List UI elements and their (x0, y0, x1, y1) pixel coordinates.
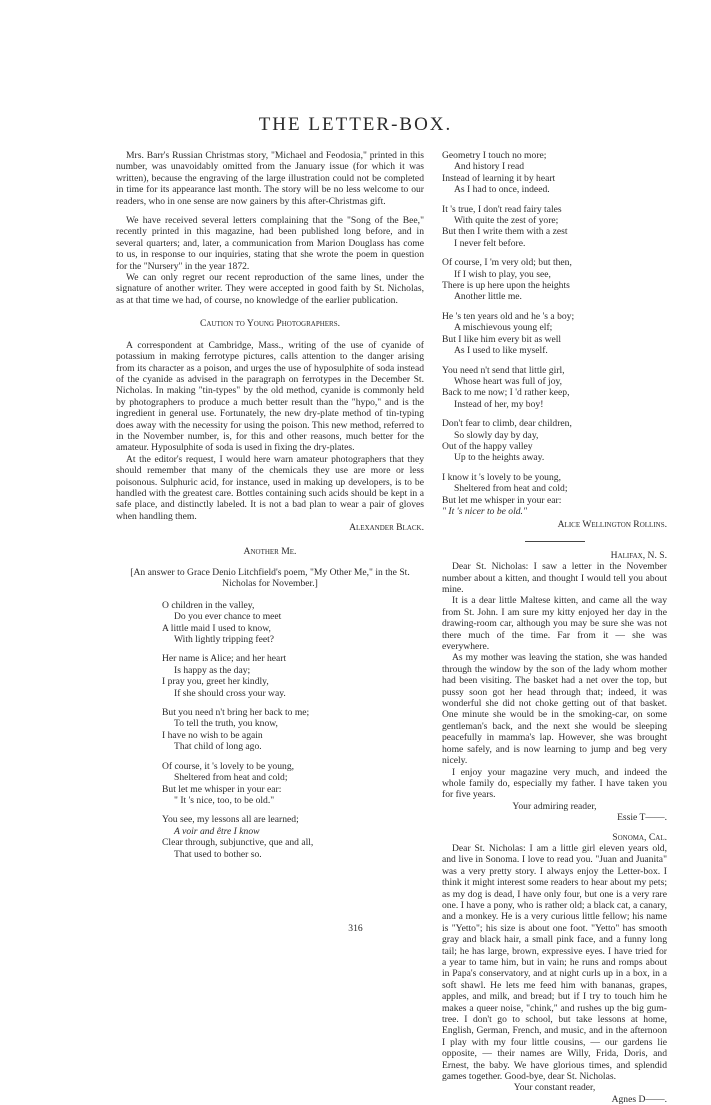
poem-note: [An answer to Grace Denio Litchfield's poem, "My Other Me," in the St. Nicholas for November.] (130, 567, 410, 590)
paragraph-song-of-bee: We have received several letters complaining that the "Song of the Bee," recently printed in this magazine, had been published long before, and in several quarters; and, later, a communication from Marion Douglass has come to us, in response to our inquiries, stating that she wrote the poem in question for the "Nursery" in the year 1872. (116, 215, 424, 272)
poem-line: You need n't send that little girl, (442, 364, 565, 376)
paragraph-cyanide: A correspondent at Cambridge, Mass., writing of the use of cyanide of potassium in making ferrotype pictures, calls attention to the danger arising from its character as a poison, and urges the use of hyposulphite of soda instead of the cyanide as advised in the paragraph on ferrotypes in the December St. Nicholas. In making "tin-types" by the old method, cyanide is commonly held by photographers to produce a much better result than the "hypo," and is the ingredient in general use. Fortunately, the new dry-plate method of tin-typing does away with the necessity for using the poison. This new method, referred to in the November number, is, for this and other reasons, much better for the amateur. Hyposulphite of soda is used in fixing the dry-plates. (116, 339, 424, 454)
poem-line: That used to bother so. (174, 848, 262, 860)
poem-line: Sheltered from heat and cold; (174, 772, 288, 784)
poem-line: Her name is Alice; and her heart (162, 653, 287, 665)
poem-line: Do you ever chance to meet (174, 611, 282, 623)
poem-line: A mischievous young elf; (454, 322, 553, 334)
page-title: THE LETTER-BOX. (258, 114, 453, 135)
letter-halifax-signature: Essie T——. (617, 812, 667, 824)
poem-line: Is happy as the day; (174, 664, 251, 676)
poem-line: A little maid I used to know, (162, 622, 271, 634)
letter-halifax-p4: I enjoy your magazine very much, and indeed the whole family do, especially my father. I have taken you for five years. (442, 766, 667, 801)
poem-line: I know it 's lovely to be young, (442, 471, 561, 483)
poem-another-me-part2 (442, 150, 667, 517)
poem-line: Of course, it 's lovely to be young, (162, 760, 295, 772)
poem-line: But then I write them with a zest (442, 226, 568, 238)
right-column (442, 150, 667, 1105)
stanza (442, 311, 667, 357)
poem-line: And history I read (454, 161, 525, 173)
letter-halifax-p2: It is a dear little Maltese kitten, and came all the way from St. John. I am sure my kitty enjoyed her day in the drawing-room car, although you may be sure she was not there much of the time. Far from it — she was everywhere. (442, 595, 667, 653)
section-heading-caution: Caution to Young Photographers. (199, 318, 341, 330)
letter-halifax-close: Your admiring reader, (512, 800, 597, 812)
poem-line: Sheltered from heat and cold; (454, 483, 568, 495)
signature-alice-rollins: Alice Wellington Rollins. (557, 519, 667, 531)
section-heading-another-me: Another Me. (243, 545, 297, 557)
poem-line: You see, my lessons all are learned; (162, 814, 299, 826)
poem-line: Up to the heights away. (454, 452, 545, 464)
poem-line: But let me whisper in your ear: (162, 783, 282, 795)
stanza (442, 204, 667, 250)
stanza (162, 707, 424, 753)
poem-line: " It 's nice, too, to be old." (174, 794, 275, 806)
page-number: 316 (348, 923, 363, 934)
poem-line: Back to me now; I 'd rather keep, (442, 387, 570, 399)
poem-line: I have no wish to be again (162, 729, 263, 741)
poem-line: Instead of her, my boy! (454, 398, 544, 410)
poem-line: But let me whisper in your ear: (442, 494, 562, 506)
poem-line: Another little me. (454, 291, 522, 303)
poem-line: As I used to like myself. (454, 345, 548, 357)
poem-line: As I had to once, indeed. (454, 184, 550, 196)
stanza (442, 150, 667, 196)
stanza (442, 257, 667, 303)
letter-sonoma-signature: Agnes D——. (611, 1093, 667, 1105)
poem-line: I pray you, greet her kindly, (162, 676, 269, 688)
poem-line: He 's ten years old and he 's a boy; (442, 310, 575, 322)
poem-line: If I wish to play, you see, (454, 268, 551, 280)
poem-line: That child of long ago. (174, 741, 262, 753)
poem-line: There is up here upon the heights (442, 280, 570, 292)
poem-line: Clear through, subjunctive, que and all, (162, 837, 314, 849)
poem-line: With quite the zest of yore; (454, 215, 559, 227)
letter-sonoma-p1: Dear St. Nicholas: I am a little girl eleven years old, and live in Sonoma. I love to read you. "Juan and Juanita" was a very pretty story. I always enjoy the Letter-box. I think it might interest some readers to hear about my pets; as my dog is dead, I have only four, but one is a very rare one. I have a pony, who is rather old; a black cat, a canary, and a monkey. He is a very curious little fellow; his name is "Yetto"; his size is about one foot. "Yetto" has smooth gray and black hair, a small pink face, and a funny long tail; he has large, brown, expressive eyes. I have tried for a year to tame him, but in vain; he runs and romps about in Papa's conservatory, and at night curls up in a box, in a soft shawl. He lets me feed him with bananas, grapes, apples, and milk, and bread; but if I try to touch him he makes a queer noise, "chink," and rushes up the big gum-tree. I don't go to school, but take lessons at home, English, German, French, and music, and in the afternoon I play with my four little cousins, — our gardens lie opposite, — their names are Willy, Frida, Doris, and Ernest, the baby. We have glorious times, and splendid games together. Good-bye, dear St. Nicholas. (442, 842, 667, 1083)
poem-line: But I like him every bit as well (442, 333, 562, 345)
poem-line: Don't fear to climb, dear children, (442, 418, 572, 430)
poem-line: Instead of learning it by heart (442, 172, 556, 184)
stanza (162, 814, 424, 860)
stanza (162, 600, 424, 646)
signature-alexander-black: Alexander Black. (349, 522, 424, 534)
poem-line: Out of the happy valley (442, 440, 533, 452)
poem-line: I never felt before. (454, 237, 526, 249)
paragraph-barr-story: Mrs. Barr's Russian Christmas story, "Michael and Feodosia," printed in this number, was unavoidably omitted from the January issue (for which it was written), because the engraving of the large illustration could not be completed in time for its appearance last month. The story will be no less welcome to our readers, who in one sense are now gainers by this after-Christmas gift. (116, 150, 424, 207)
poem-line: O children in the valley, (162, 599, 255, 611)
poem-line: " It 's nicer to be old." (442, 505, 527, 517)
stanza (442, 418, 667, 464)
poem-line: Whose heart was full of joy, (454, 375, 563, 387)
stanza (162, 761, 424, 807)
letter-halifax-p3: As my mother was leaving the station, she was handed through the window by the son of the lady whom mother had been visiting. The basket had a net over the top, but pussy soon got her head through that; indeed, it was wonderful she did not choke getting out of that basket. One minute she would be in the smoking-car, on some gentleman's back, and the next she would be sleeping peacefully in mamma's lap. However, she was brought home safely, and is now learning to jump and beg very nicely. (442, 652, 667, 767)
poem-line: To tell the truth, you know, (174, 718, 278, 730)
poem-line: Geometry I touch no more; (442, 150, 547, 161)
poem-line: A voir and être I know (174, 825, 260, 837)
poem-line: It 's true, I don't read fairy tales (442, 203, 562, 215)
stanza (162, 653, 424, 699)
poem-line: Of course, I 'm very old; but then, (442, 257, 572, 269)
poem-another-me-part1 (116, 600, 424, 860)
left-column (116, 150, 424, 868)
stanza (442, 472, 667, 518)
section-divider (525, 541, 585, 542)
poem-line: With lightly tripping feet? (174, 634, 275, 646)
poem-line: If she should cross your way. (174, 687, 286, 699)
poem-line: But you need n't bring her back to me; (162, 707, 310, 719)
letter-halifax-p1: Dear St. Nicholas: I saw a letter in the November number about a kitten, and thought I would tell you about mine. (442, 561, 667, 595)
letter-place-sonoma: Sonoma, Cal. (612, 831, 667, 843)
letter-sonoma-close: Your constant reader, (513, 1082, 596, 1094)
letter-place-halifax: Halifax, N. S. (610, 549, 667, 561)
paragraph-regret: We can only regret our recent reproduction of the same lines, under the signature of another writer. They were accepted in good faith by St. Nicholas, as at that time we had, of course, no knowledge of the earlier publication. (116, 272, 424, 306)
stanza (442, 365, 667, 411)
paragraph-editor-warning: At the editor's request, I would here warn amateur photographers that they should remember that many of the chemicals they use are more or less poisonous. Sulphuric acid, for instance, used in making up developers, is to be handled with the greatest care. Bottles containing such acids should be kept in a safe place, and distinctly labeled. It is not a bad plan to wear a pair of gloves when handling them. (116, 453, 424, 522)
poem-line: So slowly day by day, (454, 429, 539, 441)
